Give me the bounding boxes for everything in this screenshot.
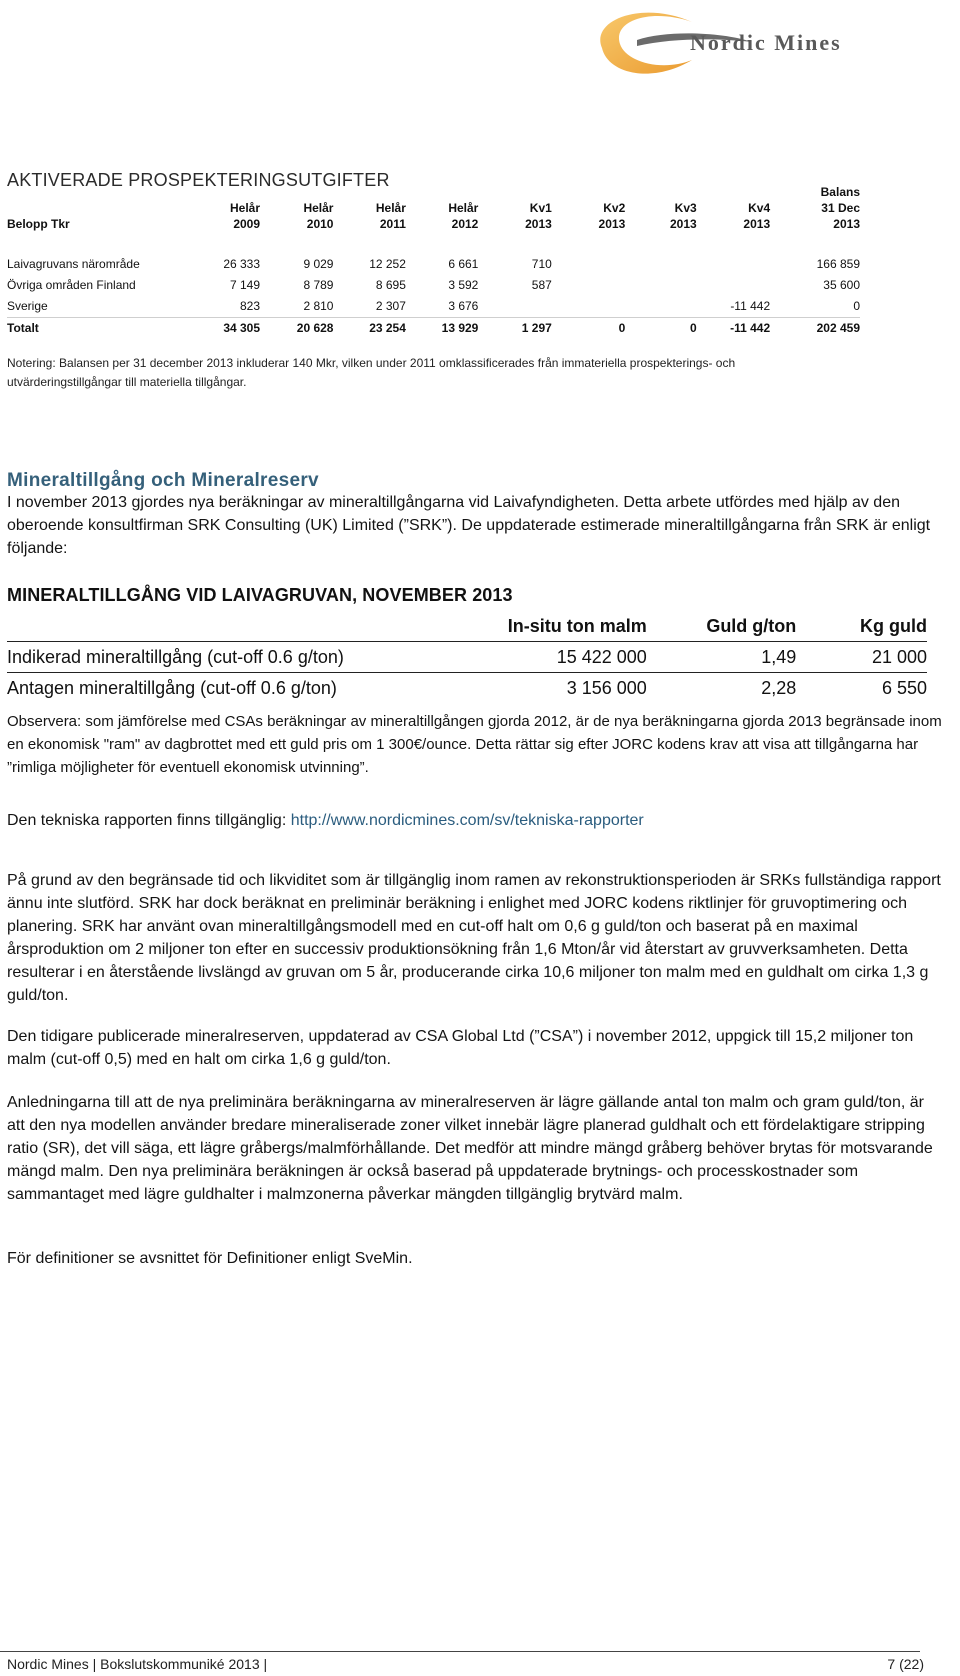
table-row	[7, 275, 860, 296]
table-cell: -11 442	[730, 299, 771, 313]
table-cell: 12 252	[369, 257, 406, 271]
header-cell: 2012	[451, 217, 479, 231]
header-cell: 31 Dec	[821, 201, 860, 215]
header-cell: 2011	[379, 217, 406, 231]
table-cell: 23 254	[333, 318, 405, 340]
header-cell: Belopp Tkr	[7, 217, 70, 231]
table-cell: 202 459	[770, 318, 860, 340]
header-cell: Kg guld	[860, 616, 927, 636]
table-cell: 587	[531, 278, 552, 292]
header-cell: Kv4	[748, 201, 771, 215]
table-cell: 34 305	[172, 318, 260, 340]
header-cell: Balans	[820, 185, 860, 199]
prospecting-costs-table	[7, 184, 860, 339]
table-cell: 3 156 000	[425, 673, 647, 704]
observera-note: Observera: som jämförelse med CSAs beräkningar av mineraltillgången gjorda 2012, är de nya beräkningarna gjorda 2013 begränsade inom en ekonomisk "ram" av dagbrottet med ett guld pris om 1 300€/ounce. Detta rättar sig efter JORC kodens krav att visa att tillgångarna har ”rimliga möjligheter för eventuell ekonomisk utvinning”.	[7, 713, 942, 776]
paragraph-csa-reserve: Den tidigare publicerade mineralreserven, uppdaterad av CSA Global Ltd (”CSA”) i november 2012, uppgick till 15,2 miljoner ton malm (cut-off 0,5) med en halt om cirka 1,6 g guld/ton.	[7, 1028, 914, 1068]
table-cell: 3 676	[448, 299, 479, 313]
table-total-row	[7, 318, 860, 340]
header-cell: In-situ ton malm	[507, 616, 647, 636]
header-cell: 2009	[233, 217, 261, 231]
table-cell: 35 600	[823, 278, 860, 292]
header-cell: 2013	[598, 217, 626, 231]
footer-page-number: 7 (22)	[887, 1656, 924, 1672]
table-cell: 823	[239, 299, 261, 313]
header-cell: 2013	[669, 217, 697, 231]
report-link[interactable]: http://www.nordicmines.com/sv/tekniska-rapporter	[290, 812, 644, 829]
table-cell	[552, 254, 625, 275]
table-cell: 6 550	[796, 673, 927, 704]
balance-note: Notering: Balansen per 31 december 2013 inkluderar 140 Mkr, vilken under 2011 omklassificerades från immateriella prospekterings- och utvärderingstillgångar till materiella tillgångar.	[7, 356, 736, 389]
mineral-resource-table	[7, 611, 927, 703]
table-cell: Antagen mineraltillgång (cut-off 0.6 g/ton)	[7, 673, 425, 704]
table-header-row	[7, 200, 860, 216]
table-cell: 0	[625, 318, 696, 340]
footer-document-title: Nordic Mines | Bokslutskommuniké 2013 |	[7, 1656, 268, 1672]
table-row	[7, 673, 927, 704]
table-cell: Totalt	[7, 318, 172, 340]
table-cell: 20 628	[260, 318, 333, 340]
table-row	[7, 296, 860, 318]
section-title-prospecting: AKTIVERADE PROSPEKTERINGSUTGIFTER	[7, 170, 390, 190]
mineral-intro: I november 2013 gjordes nya beräkningar av mineraltillgångarna vid Laivafyndigheten. Detta arbete utfördes med hjälp av den oberoende konsultfirman SRK Consulting (UK) Limited (”SRK”). De uppdaterade estimerade mineraltillgångarna från SRK är enligt följande:	[7, 494, 931, 557]
table-cell: 2 810	[303, 299, 334, 313]
table-cell: 3 592	[448, 278, 479, 292]
table-cell: Sverige	[7, 299, 48, 313]
header-cell: Guld g/ton	[706, 616, 797, 636]
table-cell	[625, 275, 696, 296]
table-cell: Indikerad mineraltillgång (cut-off 0.6 g/ton)	[7, 642, 425, 673]
header-cell: Helår	[448, 201, 479, 215]
table-cell: Övriga områden Finland	[7, 278, 136, 292]
table-cell	[697, 254, 770, 275]
table-cell	[697, 275, 770, 296]
header-cell: 2013	[525, 217, 552, 231]
header-cell: 2013	[833, 217, 860, 231]
paragraph-definitions: För definitioner se avsnittet för Definitioner enligt SveMin.	[7, 1250, 413, 1267]
header-cell: Helår	[303, 201, 334, 215]
logo-text: Nordic Mines	[690, 30, 842, 55]
nordic-mines-logo	[582, 0, 922, 92]
table-cell: 15 422 000	[425, 642, 647, 673]
table-header-row	[7, 611, 927, 642]
table-cell: -11 442	[697, 318, 770, 340]
table-row	[7, 642, 927, 673]
table-cell: 2 307	[375, 299, 406, 313]
table-cell	[625, 254, 696, 275]
header-cell: Helår	[375, 201, 406, 215]
header-cell: 2013	[743, 217, 771, 231]
resource-table-title: MINERALTILLGÅNG VID LAIVAGRUVAN, NOVEMBER 2013	[7, 585, 513, 605]
report-link-prefix: Den tekniska rapporten finns tillgänglig:	[7, 812, 291, 829]
table-cell: 1,49	[647, 642, 797, 673]
table-cell: 6 661	[448, 257, 479, 271]
table-cell: 710	[531, 257, 552, 271]
table-cell: 166 859	[816, 257, 860, 271]
table-header-row	[7, 184, 860, 200]
footer-divider	[0, 1651, 920, 1652]
table-cell: 2,28	[647, 673, 797, 704]
table-cell	[552, 296, 625, 318]
table-cell: 8 695	[375, 278, 406, 292]
header-cell: Kv3	[674, 201, 697, 215]
report-link-line	[7, 809, 943, 832]
header-cell: Kv2	[603, 201, 626, 215]
paragraph-reasons: Anledningarna till att de nya preliminära beräkningarna av mineralreserven är lägre gällande antal ton malm och gram guld/ton, är att den nya modellen använder bredare mineraliserade zoner vilket innebär lägre planerad guldhalt och ett fördelaktigare stripping ratio (SR), det vill säga, ett lägre gråbergs/malmförhållande. Det medför att mindre mängd gråberg behöver brytas för motsvarande mängd malm. Den nya preliminära beräkningen är också baserad på uppdaterade brytnings- och processkostnader som sammantaget med lägre guldhalter i malmzonerna påverkar mängden tillgänglig brytvärd malm.	[7, 1094, 933, 1203]
table-cell: 8 789	[303, 278, 334, 292]
paragraph-srk-preliminary: På grund av den begränsade tid och likviditet som är tillgänglig inom ramen av rekonstruktionsperioden är SRKs fullständiga rapport ännu inte slutförd. SRK har dock beräknat en preliminär beräkning i enlighet med JORC kodens riktlinjer för gruvoptimering och planering. SRK har använt ovan mineraltillgångsmodell med en cut-off halt om 0,6 g guld/ton och baserat på en maximal årsproduktion om 2 miljoner ton efter en successiv produktionsökning från 1,6 Mton/år vid återstart av gruvverksamheten. Detta resulterar i en återstående livslängd av gruvan om 5 år, producerande cirka 10,6 miljoner ton malm med en guldhalt om cirka 1,3 g guld/ton.	[7, 872, 941, 1004]
table-cell: 0	[853, 299, 860, 313]
table-cell: 13 929	[406, 318, 478, 340]
table-cell: 1 297	[478, 318, 551, 340]
table-cell	[478, 296, 551, 318]
mineral-heading: Mineraltillgång och Mineralreserv	[7, 470, 319, 491]
table-cell	[552, 275, 625, 296]
table-cell: 9 029	[303, 257, 334, 271]
header-cell: Helår	[229, 201, 261, 215]
header-cell: 2010	[306, 217, 334, 231]
table-cell: 7 149	[229, 278, 261, 292]
table-cell: 26 333	[223, 257, 261, 271]
header-cell: Kv1	[529, 201, 552, 215]
table-header-row	[7, 216, 860, 232]
table-cell	[625, 296, 696, 318]
table-cell: 21 000	[796, 642, 927, 673]
table-cell: Laivagruvans närområde	[7, 257, 140, 271]
table-cell: 0	[552, 318, 625, 340]
table-row	[7, 254, 860, 275]
